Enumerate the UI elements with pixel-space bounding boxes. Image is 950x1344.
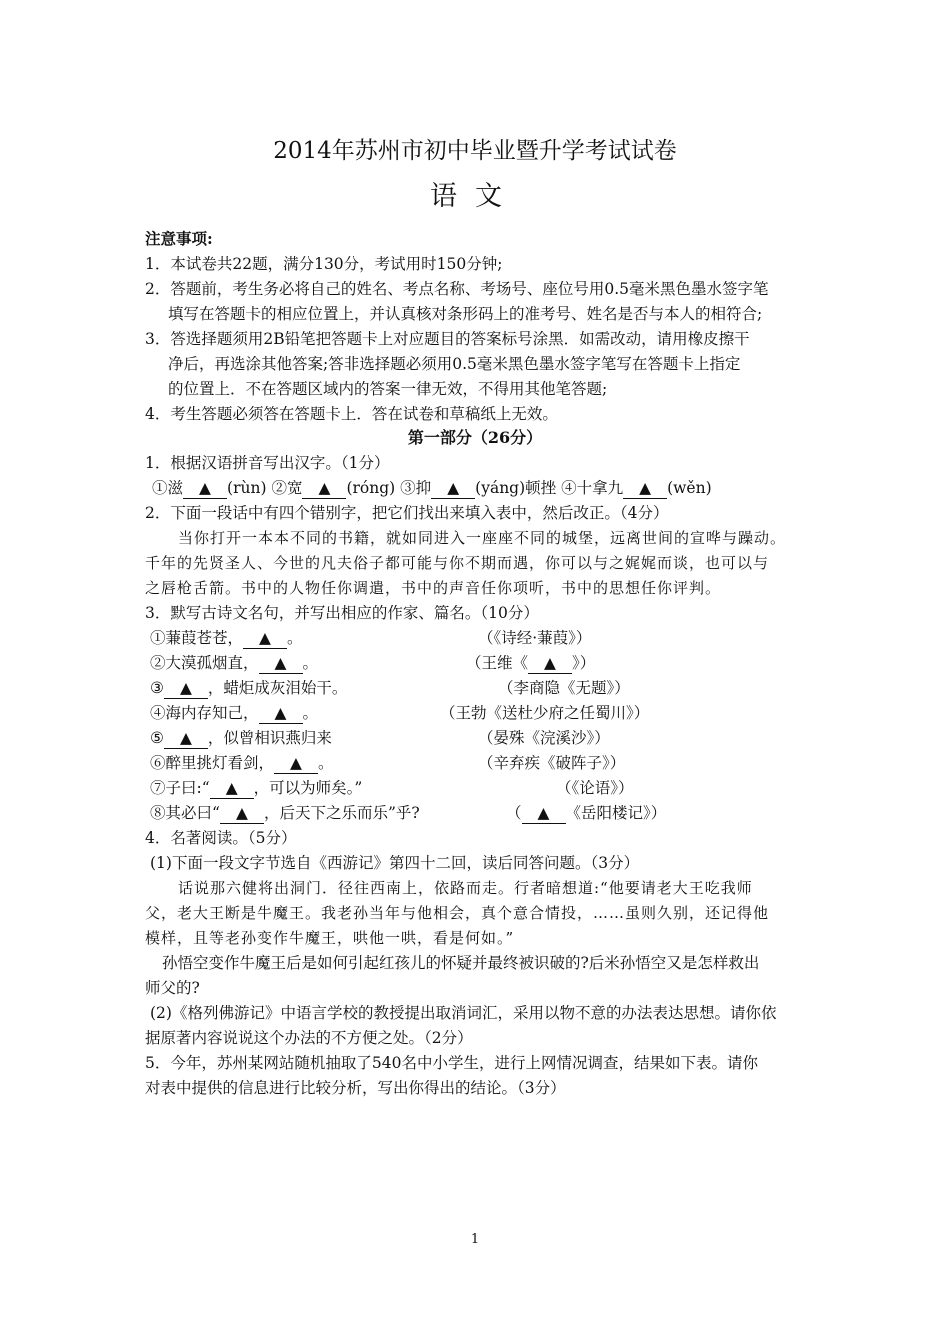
q3-item: ②大漠孤烟直， ▲ 。 [150, 654, 319, 672]
answer-blank: ▲ [164, 728, 208, 749]
notice-item: 2．答题前，考生务必将自己的姓名、考点名称、考场号、座位号用0.5毫米黑色墨水签字笔 [145, 280, 769, 298]
notice-item: 4．考生答题必须答在答题卡上．答在试卷和草稿纸上无效。 [145, 405, 558, 423]
answer-blank: ▲ [259, 653, 303, 674]
notice-item: 的位置上．不在答题区域内的答案一律无效，不得用其他笔答题; [168, 380, 608, 398]
q3-item: ⑥醉里挑灯看剑， ▲ 。 [150, 754, 334, 772]
exam-title: 2014年苏州市初中毕业暨升学考试试卷 [273, 138, 677, 164]
q4-sub2: (2)《格列佛游记》中语言学校的教授提出取消词汇，采用以物不意的办法表达思想。请你依 [150, 1004, 777, 1022]
q3-source: （《诗经·蒹葭》） [478, 629, 592, 647]
answer-blank: ▲ [302, 478, 346, 499]
q1-stem: 1．根据汉语拼音写出汉字。（1分） [145, 454, 390, 472]
q3-source: （王维《 ▲ 》） [466, 654, 596, 672]
answer-blank: ▲ [220, 803, 264, 824]
q3-item: ④海内存知己， ▲ 。 [150, 704, 319, 722]
q2-stem: 2．下面一段话中有四个错别字，把它们找出来填入表中，然后改正。（4分） [145, 504, 669, 522]
q3-source: （ ▲ 《岳阳楼记》） [506, 804, 667, 822]
q3-item: ③ ▲ ，蜡炬成灰泪始干。 [150, 679, 348, 697]
q3-item: ⑦子曰:“ ▲ ，可以为师矣。” [150, 779, 363, 797]
q2-passage: 当你打开一本本不同的书籍，就如同进入一座座不同的城堡，远离世间的宣哗与躁动。 [178, 529, 787, 547]
notice-item: 3．答选择题须用2B铅笔把答题卡上对应题目的答案标号涂黑．如需改动，请用橡皮擦干 [145, 330, 750, 348]
q3-stem: 3．默写古诗文名句，并写出相应的作家、篇名。（10分） [145, 604, 539, 622]
q4-sub2: 据原著内容说说这个办法的不方便之处。（2分） [145, 1029, 473, 1047]
answer-blank: ▲ [522, 803, 566, 824]
q4-question: 孙悟空变作牛魔王后是如何引起红孩儿的怀疑并最终被识破的?后米孙悟空又是怎样救出 [162, 954, 760, 972]
q3-item: ⑤ ▲ ，似曾相识燕归来 [150, 729, 332, 747]
notice-item: 1．本试卷共22题，满分130分，考试用时150分钟; [145, 255, 503, 273]
q3-item: ⑧其必曰“ ▲ ，后天下之乐而乐”乎? [150, 804, 420, 822]
answer-blank: ▲ [528, 653, 572, 674]
part1-heading: 第一部分（26分） [407, 428, 543, 447]
q2-passage: 之唇枪舌箭。书中的人物任你调遣，书中的声音任你项听，书中的思想任你评判。 [145, 579, 722, 597]
q3-source: （李商隐《无题》） [498, 679, 630, 697]
q3-source: （王勃《送杜少府之任蜀川》） [440, 704, 650, 722]
q4-passage: 模样，且等老孙变作牛魔王，哄他一哄，看是何如。” [145, 929, 515, 947]
notice-item: 净后，再选涂其他答案;答非选择题必须用0.5毫米黑色墨水签字笔写在答题卡上指定 [168, 355, 741, 373]
answer-blank: ▲ [274, 753, 318, 774]
q1-items: ①滋 ▲ (rùn) ②宽 ▲ (róng) ③抑 ▲ (yáng)顿挫 ④十拿九 ▲ (wěn) [152, 479, 712, 497]
q4-question: 师父的? [145, 979, 200, 997]
q5-stem: 5．今年，苏州某网站随机抽取了540名中小学生，进行上网情况调查，结果如下表。请你 [145, 1054, 758, 1072]
q3-source: （晏殊《浣溪沙》） [478, 729, 610, 747]
q4-passage: 话说那六健将出洞门．径往西南上，依路而走。行者暗想道:“他要请老大王吃我师 [178, 879, 753, 897]
q2-passage: 千年的先贤圣人、今世的凡夫俗子都可能与你不期而遇，你可以与之娓娓而谈，也可以与 [145, 554, 770, 572]
answer-blank: ▲ [259, 703, 303, 724]
q4-stem: 4．名著阅读。（5分） [145, 829, 297, 847]
answer-blank: ▲ [164, 678, 208, 699]
q3-source: （《论语》） [556, 779, 634, 797]
q5-stem: 对表中提供的信息进行比较分析，写出你得出的结论。（3分） [145, 1079, 566, 1097]
answer-blank: ▲ [243, 628, 287, 649]
q4-sub1: (1)下面一段文字节选自《西游记》第四十二回，读后同答问题。（3分） [150, 854, 640, 872]
notice-item: 填写在答题卡的相应位置上，并认真核对条形码上的准考号、姓名是否与本人的相符合; [168, 305, 763, 323]
answer-blank: ▲ [183, 478, 227, 499]
q3-item: ①蒹葭苍苍， ▲ 。 [150, 629, 303, 647]
answer-blank: ▲ [210, 778, 254, 799]
page-number: 1 [470, 1232, 480, 1247]
notice-heading: 注意事项: [145, 229, 213, 248]
answer-blank: ▲ [431, 478, 475, 499]
subject-title: 语文 [430, 181, 520, 212]
q4-passage: 父，老大王断是牛魔王。我老孙当年与他相会，真个意合情投，……虽则久别，还记得他 [145, 904, 770, 922]
q3-source: （辛弃疾《破阵子》） [478, 754, 626, 772]
answer-blank: ▲ [623, 478, 667, 499]
